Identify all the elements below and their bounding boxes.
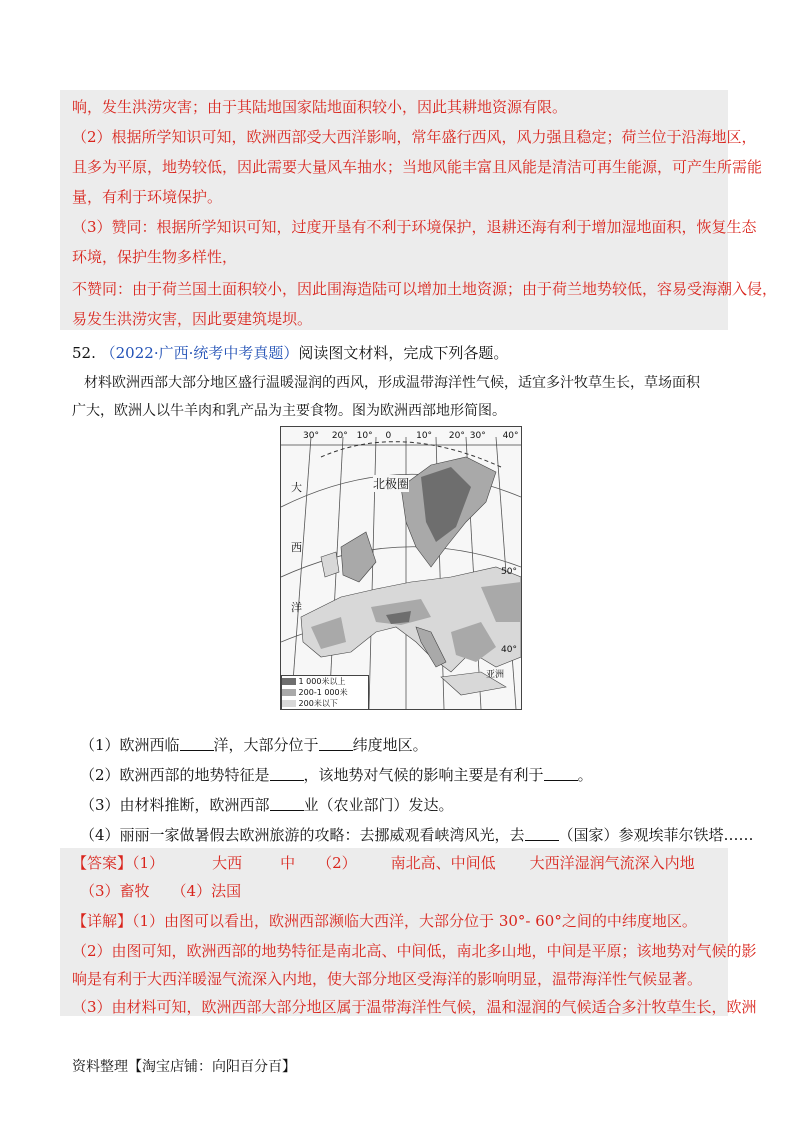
legend-swatch-mid <box>282 689 296 696</box>
answer-line: （3）赞同：根据所学知识可知，过度开垦有不利于环境保护，退耕还海有利于增加湿地面积，恢复生态 <box>72 218 757 236</box>
answer-blank[interactable] <box>525 826 559 841</box>
answer-item: 大西 <box>212 854 243 872</box>
explanation-line: （3）由材料可知，欧洲西部大部分地区属于温带海洋性气候，温和湿润的气候适合多汁牧草生长，欧洲 <box>72 998 757 1016</box>
legend-item-mid <box>282 687 368 698</box>
asia-label: 亚洲 <box>486 670 505 680</box>
answer-item: （3）畜牧 <box>80 882 150 900</box>
legend-swatch-low <box>282 700 296 707</box>
sub-question-text: （1）欧洲西临 <box>80 736 180 754</box>
answer-line: 且多为平原，地势较低，因此需要大量风车抽水；当地风能丰富且风能是清洁可再生能源，可产生所需能 <box>72 158 763 176</box>
answer-label: 【答案】 <box>72 854 133 872</box>
question-instruction: 阅读图文材料，完成下列各题。 <box>298 344 509 362</box>
answer-item: （4）法国 <box>171 882 242 900</box>
material-text: 广大，欧洲人以牛羊肉和乳产品为主要食物。图为欧洲西部地形简图。 <box>72 403 506 419</box>
lon-label: 10° <box>356 431 373 441</box>
sub-question-text: ，该地势对气候的影响主要是有利于 <box>303 766 544 784</box>
arctic-circle-label: 北极圈 <box>373 477 410 491</box>
sub-question-text: 纬度地区。 <box>352 736 428 754</box>
legend-item-high <box>282 676 368 687</box>
ocean-label: 洋 <box>291 601 302 614</box>
answer-line: 不赞同：由于荷兰国土面积较小，因此围海造陆可以增加土地资源；由于荷兰地势较低，容易受海潮入侵， <box>72 280 778 298</box>
answer-line: 量，有利于环境保护。 <box>72 188 223 206</box>
answer-line: 易发生洪涝灾害，因此要建筑堤坝。 <box>72 310 313 328</box>
legend-label: 1 000米以上 <box>298 677 346 686</box>
answer-item: 南北高、中间低 <box>390 854 496 872</box>
answer-item: （2） <box>317 854 357 872</box>
legend-label: 200米以下 <box>298 699 338 708</box>
question-number: 52. <box>72 344 96 362</box>
sub-question-text: 。 <box>577 766 593 784</box>
question-source[interactable]: （2022·广西·统考中考真题） <box>100 344 299 362</box>
lon-label: 30° <box>303 431 319 441</box>
explanation-text: （1）由图可以看出，欧洲西部濒临大西洋，大部分位于 30°- 60°之间的中纬度地区。 <box>132 912 697 930</box>
legend-item-low <box>282 698 368 709</box>
sub-question-text: （国家）参观埃菲尔铁塔…… <box>558 826 754 844</box>
lon-label: 20° <box>331 431 348 441</box>
sub-question-text: 业（农业部门）发达。 <box>303 796 454 814</box>
legend-swatch-high <box>282 678 296 685</box>
sub-question-text: （3）由材料推断，欧洲西部 <box>80 796 270 814</box>
page-footer: 资料整理【淘宝店铺：向阳百分百】 <box>72 1059 296 1075</box>
answer-line: （2）根据所学知识可知，欧洲西部受大西洋影响，常年盛行西风，风力强且稳定；荷兰位于沿海地区， <box>72 128 757 146</box>
map-lon-labels <box>303 431 519 441</box>
answer-blank[interactable] <box>319 736 353 751</box>
lon-label: 40° <box>502 431 519 441</box>
sub-question-text: （4）丽丽一家做暑假去欧洲旅游的攻略：去挪威观看峡湾风光，去 <box>80 826 525 844</box>
answer-item: 中 <box>280 854 296 872</box>
sub-question-text: 洋，大部分位于 <box>213 736 319 754</box>
explanation-line: （2）由图可知，欧洲西部的地势特征是南北高、中间低，南北多山地，中间是平原；该地势对气候的影 <box>72 942 757 960</box>
sub-question-text: （2）欧洲西部的地势特征是 <box>80 766 270 784</box>
answer-line: 环境，保护生物多样性， <box>72 248 238 266</box>
answer-blank[interactable] <box>270 796 304 811</box>
lon-label: 10° <box>416 431 433 441</box>
answer-item: 大西洋湿润气流深入内地 <box>529 854 695 872</box>
lat-label-50: 50° <box>501 567 517 577</box>
answer-line: 响，发生洪涝灾害；由于其陆地国家陆地面积较小，因此其耕地资源有限。 <box>72 98 568 116</box>
europe-terrain-map <box>280 426 522 710</box>
sub-question-4 <box>80 824 754 846</box>
answer-row-1 <box>72 852 695 874</box>
ocean-label: 西 <box>291 541 302 554</box>
lat-label-40: 40° <box>501 645 517 655</box>
legend-label: 200-1 000米 <box>298 688 348 697</box>
map-legend <box>281 675 369 710</box>
lon-label: 20° <box>448 431 465 441</box>
sub-question-3 <box>80 794 454 816</box>
lon-label: 30° <box>469 431 486 441</box>
answer-blank[interactable] <box>180 736 214 751</box>
answer-blank[interactable] <box>544 766 578 781</box>
sub-question-2 <box>80 764 593 786</box>
material-text: 材料欧洲西部大部分地区盛行温暖湿润的西风，形成温带海洋性气候，适宜多汁牧草生长，草场面积 <box>84 375 700 391</box>
answer-item: （1） <box>132 854 165 872</box>
question-header <box>72 342 508 364</box>
sub-question-1 <box>80 734 428 756</box>
ocean-label: 大 <box>291 481 302 494</box>
explanation-line: 响是有利于大西洋暖湿气流深入内地，使大部分地区受海洋的影响明显，温带海洋性气候显著。 <box>72 970 703 988</box>
explanation-first <box>72 910 697 932</box>
answer-blank[interactable] <box>270 766 304 781</box>
explanation-label: 【详解】 <box>72 912 133 930</box>
map-svg <box>281 427 521 709</box>
answer-row-2 <box>80 880 241 902</box>
lon-label: 0 <box>385 431 392 441</box>
